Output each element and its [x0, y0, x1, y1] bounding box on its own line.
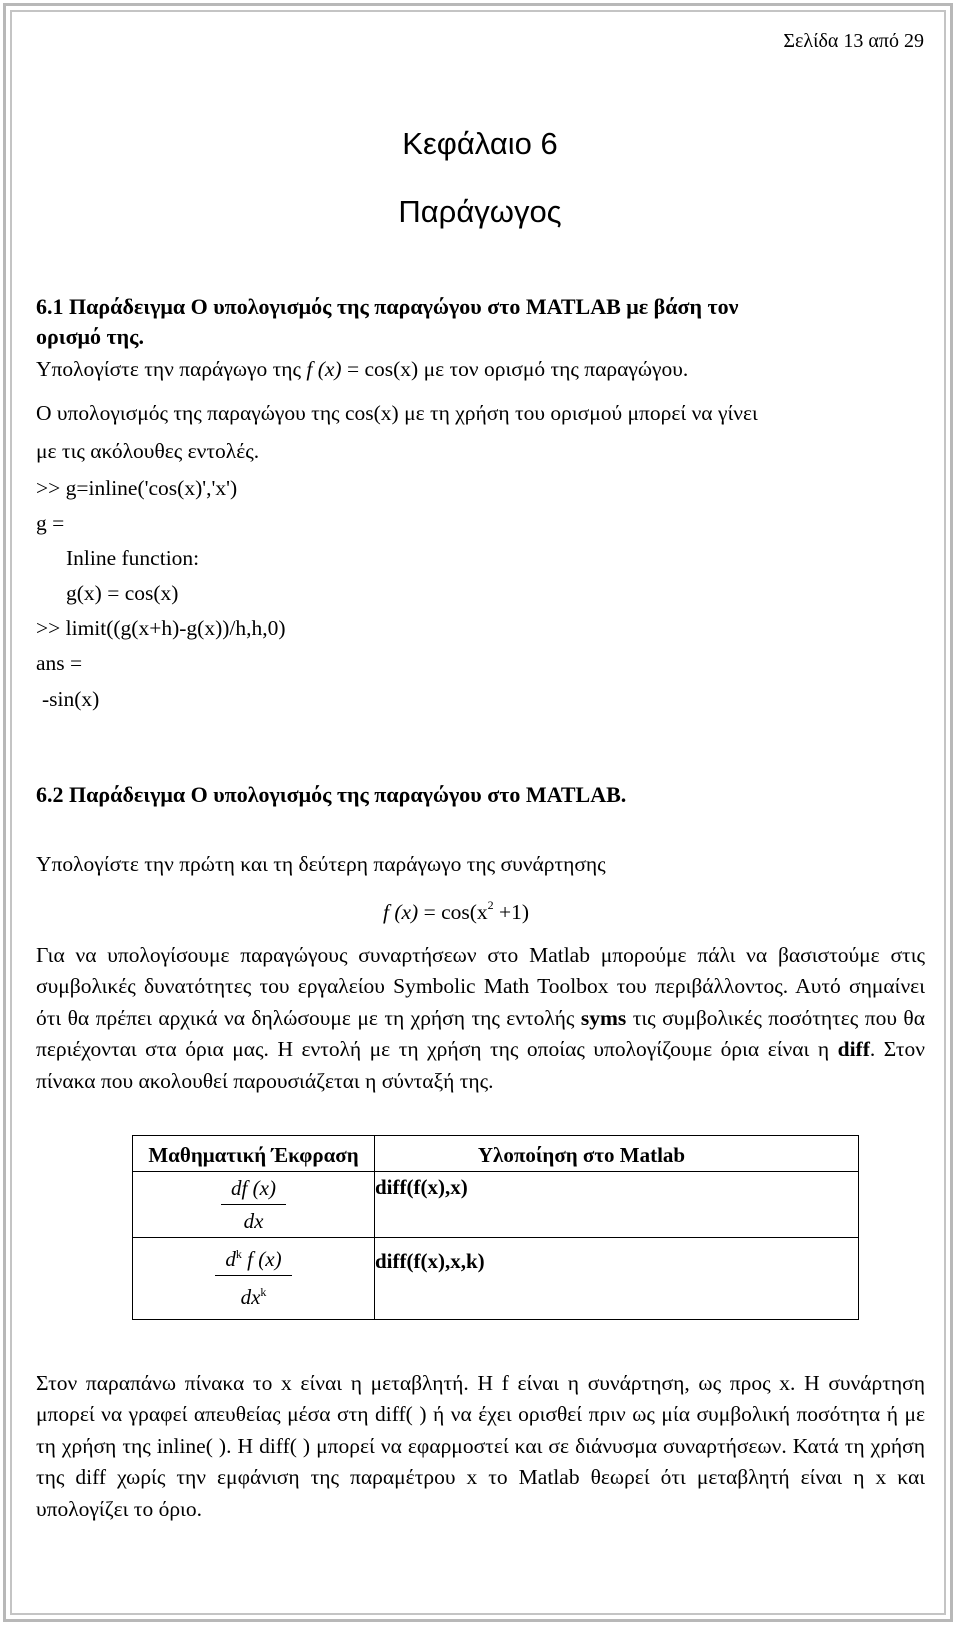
task-text-before: Υπολογίστε την παράγωγο της [36, 357, 301, 381]
fraction-numerator [221, 1172, 286, 1205]
code-line-ans: ans = [36, 651, 83, 675]
code-line-g-equals: g = [36, 511, 65, 535]
function-formula [383, 890, 529, 927]
code-line-result: -sin(x) [42, 687, 100, 711]
definition-paragraph-line2: με τις ακόλουθες εντολές. [36, 439, 260, 463]
numerator-function: f (x) [241, 1247, 282, 1271]
diff-keyword: diff [837, 1037, 870, 1062]
diff-para-part2: τις συμβολικές ποσότητες που θα περιέχονται στα όρια μας. Η εντολή με τη χρήση της οποίας υπολογίζουμε όρια είναι η [36, 1005, 925, 1062]
formula-exponent: 2 [487, 898, 494, 912]
kth-derivative-code: diff(f(x),x,k) [375, 1238, 859, 1320]
first-derivative-expression [133, 1172, 375, 1238]
code-line-command: >> g=inline('cos(x)','x') [36, 476, 238, 500]
definition-paragraph-line1 [36, 398, 758, 428]
chapter-number: Κεφάλαιο 6 [402, 126, 558, 161]
numerator-order: k [235, 1247, 242, 1261]
diff-para-part1: Για να υπολογίσουμε παραγώγους συναρτήσεων στο Matlab μπορούμε πάλι να βασιστούμε στις συμβολικές δυνατότητες του εργαλείου Symbolic Math Toolbox του περιβάλλοντος. Αυτό σημαίνει ότι θα πρέπει αρχικά να δηλώσουμε με τη χρήση της εντολής [36, 943, 925, 1030]
kth-derivative-expression [133, 1238, 375, 1320]
fraction-denominator [221, 1205, 286, 1237]
task-formula-rhs: = cos(x) [346, 357, 419, 381]
table-row [133, 1172, 859, 1238]
denominator-text: dx [243, 1209, 264, 1233]
page-number: Σελίδα 13 από 29 [783, 30, 924, 52]
table-header-row [133, 1136, 859, 1172]
section-6-2-heading: 6.2 Παράδειγμα Ο υπολογισμός της παραγώγου στο MATLAB. [36, 782, 627, 807]
numerator-d: d [225, 1247, 236, 1271]
task-formula-lhs: f (x) [306, 357, 342, 381]
fraction-numerator [215, 1238, 291, 1276]
formula-lhs: f (x) [383, 900, 419, 924]
denominator-dx: dx [240, 1285, 261, 1309]
task-6-2: Υπολογίστε την πρώτη και τη δεύτερη παράγωγο της συνάρτησης [36, 852, 606, 876]
syms-keyword: syms [580, 1005, 627, 1030]
code-line-limit: >> limit((g(x+h)-g(x))/h,h,0) [36, 616, 286, 640]
denominator-order: k [260, 1285, 267, 1299]
code-line-gx: g(x) = cos(x) [66, 581, 179, 605]
definition-formula: cos(x) [344, 401, 399, 425]
section-6-1-heading-line1: 6.1 Παράδειγμα Ο υπολογισμός της παραγώγου στο MATLAB με βάση τον [36, 294, 739, 319]
diff-para-part3: . Στον πίνακα που ακολουθεί παρουσιάζεται η σύνταξή της. [36, 1037, 925, 1093]
definition-text-after: με τη χρήση του ορισμού μπορεί να γίνει [404, 401, 758, 425]
fraction-denominator [215, 1276, 291, 1313]
task-6-1 [36, 354, 688, 384]
section-6-1-heading-line2: ορισμό της. [36, 324, 144, 349]
table-row [133, 1238, 859, 1320]
code-line-inline-function: Inline function: [66, 546, 200, 570]
definition-text-before: Ο υπολογισμός της παραγώγου της [36, 401, 340, 425]
chapter-title: Παράγωγος [398, 194, 562, 229]
closing-paragraph: Στον παραπάνω πίνακα το x είναι η μεταβλητή. Η f είναι η συνάρτηση, ως προς x. Η συνάρτηση μπορεί να γραφεί απευθείας μέσα στη diff( ) ή να έχει ορισθεί πριν ως μία συμβολική ποσότητα ή με τη χρήση της inline( ). Η diff( ) μπορεί να εφαρμοστεί και σε διάνυσμα συναρτήσεων. Κατά τη χρήση της diff χωρίς την εμφάνιση της παραμέτρου x το Matlab θεωρεί ότι μεταβλητή είναι η x και υπολογίζει το όριο. [36, 1371, 925, 1521]
header-math-expression: Μαθηματική Έκφραση [133, 1136, 375, 1172]
formula-end: +1) [499, 900, 530, 924]
fraction [215, 1238, 291, 1313]
header-matlab-implementation: Υλοποίηση στο Matlab [375, 1136, 859, 1172]
diff-explanation-paragraph [36, 940, 925, 1097]
diff-syntax-table [132, 1135, 859, 1320]
fraction [221, 1172, 286, 1237]
formula-mid: = cos(x [423, 900, 488, 924]
numerator-text: df (x) [231, 1176, 276, 1200]
task-formula [306, 357, 418, 381]
task-text-after: με τον ορισμό της παραγώγου. [423, 357, 689, 381]
first-derivative-code: diff(f(x),x) [375, 1172, 859, 1238]
